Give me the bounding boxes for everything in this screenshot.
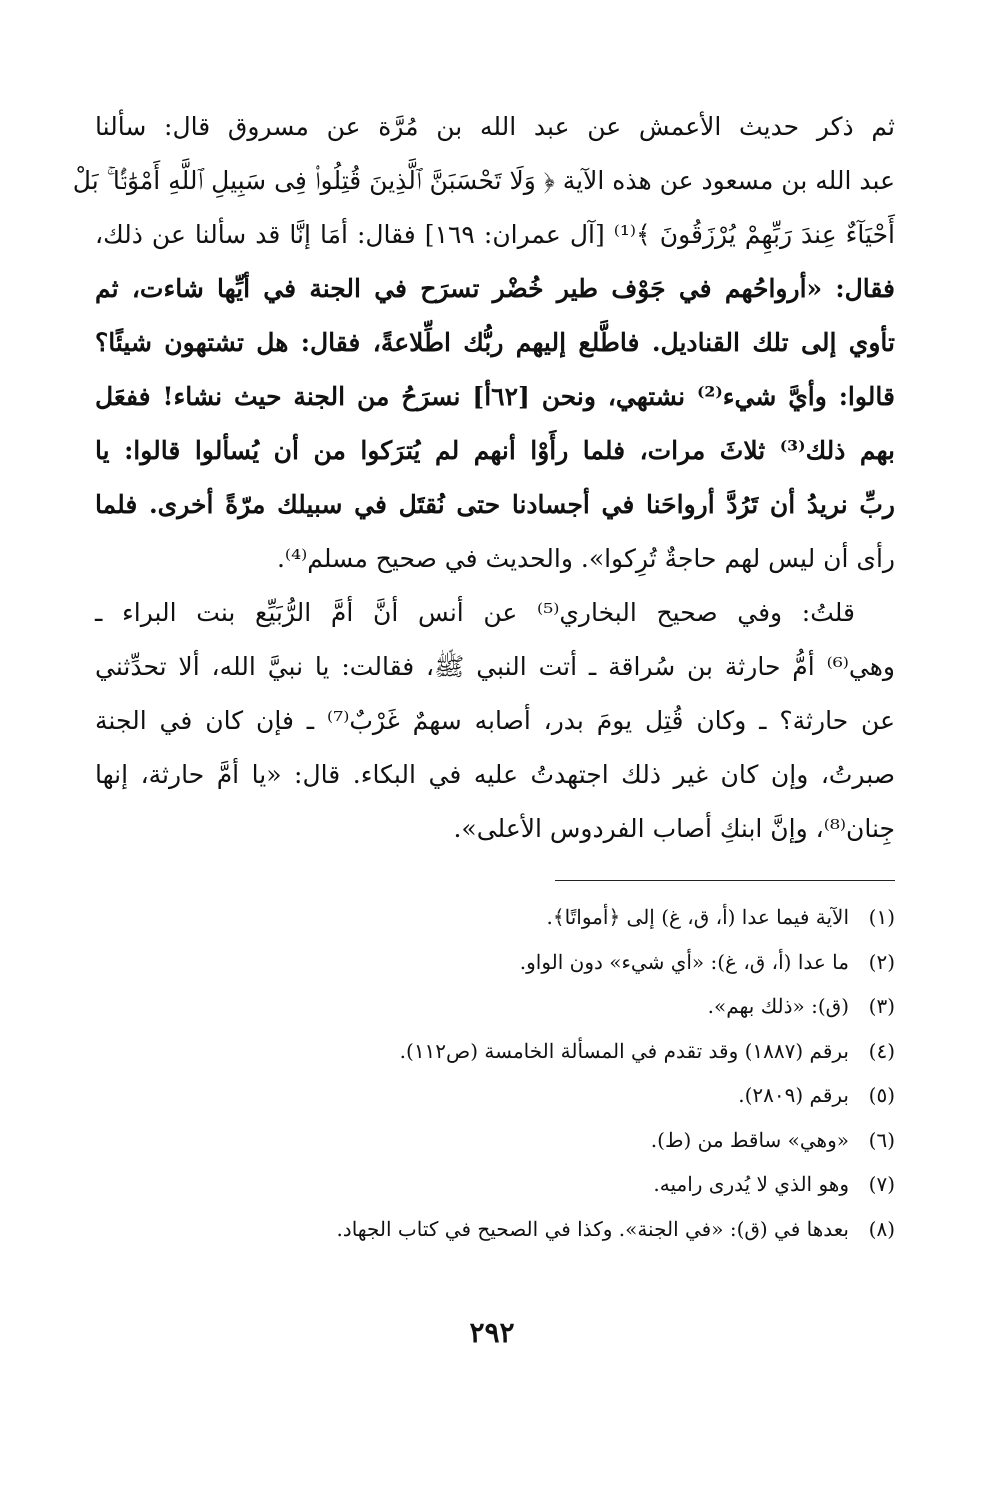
- footnote-number: (٨): [868, 1216, 895, 1241]
- footnote-item: [95, 1162, 895, 1207]
- footnote-item: [95, 895, 895, 940]
- footnote-text: «وهي» ساقط من (ط).: [650, 1127, 849, 1152]
- footnote-number: (٥): [868, 1083, 895, 1107]
- body-line-8: ربِّ نريدُ أن تَرُدَّ أرواحَنا في أجسادنا حتى نُقتَل في سبيلك مرّةً أخرى. فلما: [95, 490, 895, 519]
- footnote-number: (٦): [868, 1127, 895, 1152]
- body-line-2: عبد الله بن مسعود عن هذه الآية ﴿ وَلَا تَحْسَبَنَّ ٱلَّذِينَ قُتِلُوا۟ فِى سَبِيلِ ٱللَّهِ أَمْوَٰتًۢا ۚ بَلْ: [72, 166, 895, 195]
- footnote-text: (ق): «ذلك بهم».: [707, 994, 849, 1018]
- footnote-text: برقم (٢٨٠٩).: [738, 1083, 849, 1107]
- book-page: [72, 100, 896, 1251]
- footnote-text: الآية فيما عدا (أ، ق، غ) إلى ﴿أمواتًا﴾.: [546, 905, 849, 929]
- body-line-10: قلتُ: وفي صحيح البخاري⁽⁵⁾ عن أنس أنَّ أمَّ الرُّبَيِّع بنت البراء ـ: [95, 598, 856, 627]
- footnote-item: [95, 984, 895, 1029]
- footnote-text: بعدها في (ق): «في الجنة». وكذا في الصحيح في كتاب الجهاد.: [336, 1216, 849, 1241]
- body-line-11: وهي⁽⁶⁾ أمُّ حارثة بن سُراقة ـ أتت النبي ﷺ، فقالت: يا نبيَّ الله، ألا تحدِّثني: [95, 652, 895, 681]
- body-line-13: صبرتُ، وإن كان غير ذلك اجتهدتُ عليه في البكاء. قال: «يا أمَّ حارثة، إنها: [95, 760, 895, 789]
- body-line-1: ثم ذكر حديث الأعمش عن عبد الله بن مُرَّة عن مسروق قال: سألنا: [95, 112, 895, 141]
- footnote-number: (٤): [868, 1038, 895, 1063]
- footnote-number: (٧): [868, 1172, 895, 1196]
- footnote-text: وهو الذي لا يُدرى راميه.: [653, 1172, 849, 1196]
- body-line-5: تأوي إلى تلك القناديل. فاطَّلع إليهم ربُّك اطِّلاعةً، فقال: هل تشتهون شيئًا؟: [95, 328, 895, 357]
- footnote-divider: [555, 880, 895, 881]
- footnote-text: ما عدا (أ، ق، غ): «أي شيء» دون الواو.: [519, 949, 849, 974]
- footnote-item: [95, 1118, 895, 1163]
- body-line-14: جِنان⁽⁸⁾، وإنَّ ابنكِ أصاب الفردوس الأعلى».: [453, 814, 895, 843]
- footnote-item: [95, 1073, 895, 1118]
- body-line-9: رأى أن ليس لهم حاجةٌ تُرِكوا». والحديث في صحيح مسلم⁽⁴⁾.: [276, 544, 895, 573]
- footnote-text: برقم (١٨٨٧) وقد تقدم في المسألة الخامسة (ص١١٢).: [399, 1038, 849, 1063]
- footnote-item: [95, 1207, 895, 1252]
- footnote-number: (١): [868, 905, 895, 929]
- footnote-item: [95, 940, 895, 985]
- footnote-number: (٣): [868, 994, 895, 1018]
- body-line-12: عن حارثة؟ ـ وكان قُتِل يومَ بدر، أصابه سهمٌ غَرْبٌ⁽⁷⁾ ـ فإن كان في الجنة: [95, 706, 895, 735]
- footnotes-list: [95, 895, 895, 1251]
- body-line-6: قالوا: وأيَّ شيء⁽²⁾ نشتهي، ونحن [٦٢أ] نسرَحُ من الجنة حيث نشاء! ففعَل: [95, 382, 895, 411]
- footnote-item: [95, 1029, 895, 1074]
- body-line-4: فقال: «أرواحُهم في جَوْف طير خُضْر تسرَح في الجنة في أيِّها شاءت، ثم: [95, 274, 895, 303]
- main-text: [72, 100, 896, 856]
- footnote-number: (٢): [868, 949, 895, 974]
- body-line-7: بهم ذلك⁽³⁾ ثلاثَ مرات، فلما رأَوْا أنهم لم يُترَكوا من أن يُسألوا قالوا: يا: [95, 436, 896, 465]
- page-number: ٢٩٢: [469, 1316, 515, 1349]
- body-line-3: أَحْيَآءٌ عِندَ رَبِّهِمْ يُرْزَقُونَ ﴾⁽¹⁾ [آل عمران: ١٦٩] فقال: أمَا إنَّا قد سألنا عن ذلك،: [95, 220, 895, 249]
